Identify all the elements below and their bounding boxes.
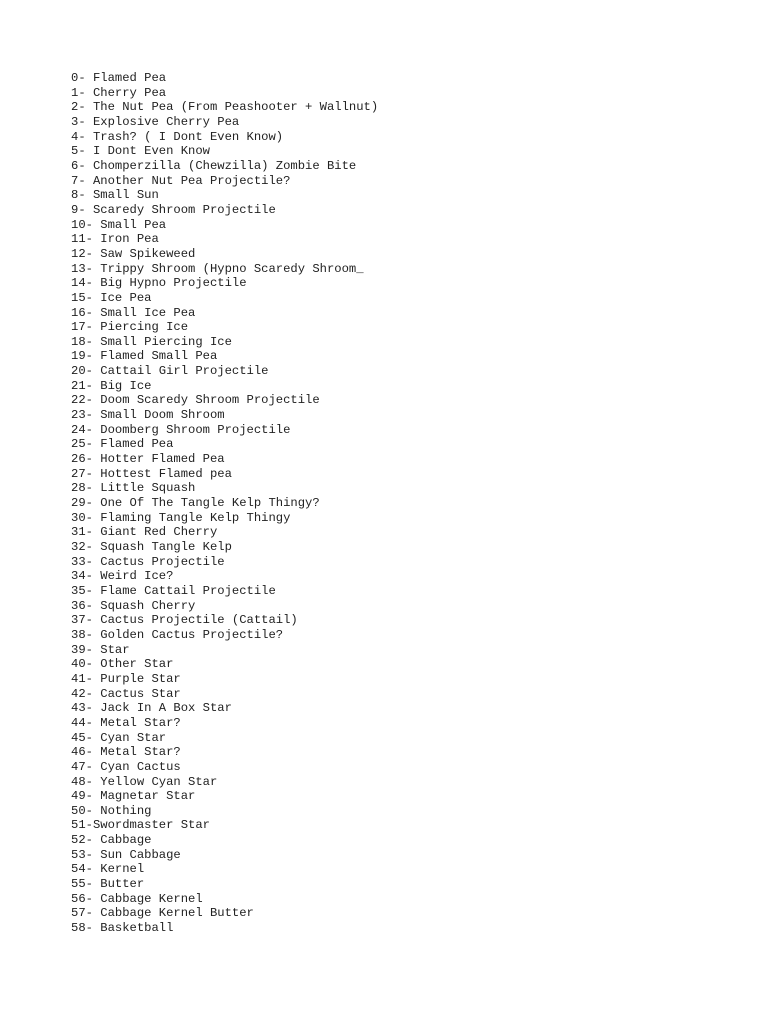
list-item: 14- Big Hypno Projectile (71, 276, 247, 291)
list-item: 22- Doom Scaredy Shroom Projectile (71, 393, 320, 408)
list-item: 21- Big Ice (71, 378, 152, 393)
list-item: 26- Hotter Flamed Pea (71, 452, 225, 467)
list-item: 45- Cyan Star (71, 730, 167, 745)
list-item: 37- Cactus Projectile (Cattail) (71, 613, 298, 628)
list-item: 39- Star (71, 642, 130, 657)
list-item: 28- Little Squash (71, 481, 196, 496)
list-item: 9- Scaredy Shroom Projectile (71, 202, 276, 217)
list-item: 54- Kernel (71, 862, 145, 877)
list-item: 25- Flamed Pea (71, 437, 174, 452)
list-item: 20- Cattail Girl Projectile (71, 364, 269, 379)
list-item: 6- Chomperzilla (Chewzilla) Zombie Bite (71, 158, 357, 173)
list-item: 50- Nothing (71, 803, 152, 818)
list-item: 27- Hottest Flamed pea (71, 466, 232, 481)
list-item: 42- Cactus Star (71, 686, 181, 701)
list-item: 13- Trippy Shroom (Hypno Scaredy Shroom_ (71, 261, 364, 276)
list-item: 53- Sun Cabbage (71, 847, 181, 862)
list-item: 8- Small Sun (71, 188, 159, 203)
list-item: 52- Cabbage (71, 833, 152, 848)
list-item: 44- Metal Star? (71, 715, 181, 730)
list-item: 47- Cyan Cactus (71, 759, 181, 774)
list-item: 11- Iron Pea (71, 232, 159, 247)
list-item: 48- Yellow Cyan Star (71, 774, 218, 789)
list-item: 51-Swordmaster Star (71, 818, 210, 833)
list-item: 55- Butter (71, 877, 145, 892)
list-item: 0- Flamed Pea (71, 71, 167, 85)
list-item: 4- Trash? ( I Dont Even Know) (71, 129, 284, 144)
list-item: 3- Explosive Cherry Pea (71, 114, 240, 129)
list-item: 12- Saw Spikeweed (71, 246, 196, 261)
list-item: 34- Weird Ice? (71, 569, 174, 584)
list-item: 2- The Nut Pea (From Peashooter + Wallnut) (71, 100, 379, 115)
list-item: 56- Cabbage Kernel (71, 891, 203, 906)
list-item: 36- Squash Cherry (71, 598, 196, 613)
list-item: 7- Another Nut Pea Projectile? (71, 173, 291, 188)
list-item: 24- Doomberg Shroom Projectile (71, 422, 291, 437)
list-item: 58- Basketball (71, 921, 174, 936)
list-item: 57- Cabbage Kernel Butter (71, 906, 254, 921)
list-item: 38- Golden Cactus Projectile? (71, 627, 284, 642)
list-item: 5- I Dont Even Know (71, 144, 210, 159)
list-item: 16- Small Ice Pea (71, 305, 196, 320)
list-item: 19- Flamed Small Pea (71, 349, 218, 364)
list-item: 15- Ice Pea (71, 290, 152, 305)
list-item: 41- Purple Star (71, 671, 181, 686)
list-item: 32- Squash Tangle Kelp (71, 540, 232, 554)
list-item: 49- Magnetar Star (71, 789, 196, 804)
list-item: 31- Giant Red Cherry (71, 525, 218, 540)
list-item: 43- Jack In A Box Star (71, 701, 232, 716)
list-item: 46- Metal Star? (71, 745, 181, 760)
list-item: 1- Cherry Pea (71, 85, 167, 100)
list-item: 17- Piercing Ice (71, 320, 189, 335)
list-item: 29- One Of The Tangle Kelp Thingy? (71, 496, 320, 511)
document-page (71, 71, 751, 936)
list-item: 35- Flame Cattail Projectile (71, 583, 276, 598)
list-item: 30- Flaming Tangle Kelp Thingy (71, 510, 291, 525)
list-item: 10- Small Pea (71, 217, 167, 232)
list-item: 40- Other Star (71, 657, 174, 672)
list-item: 18- Small Piercing Ice (71, 334, 232, 349)
list-item: 23- Small Doom Shroom (71, 408, 225, 423)
list-item: 33- Cactus Projectile (71, 554, 225, 569)
